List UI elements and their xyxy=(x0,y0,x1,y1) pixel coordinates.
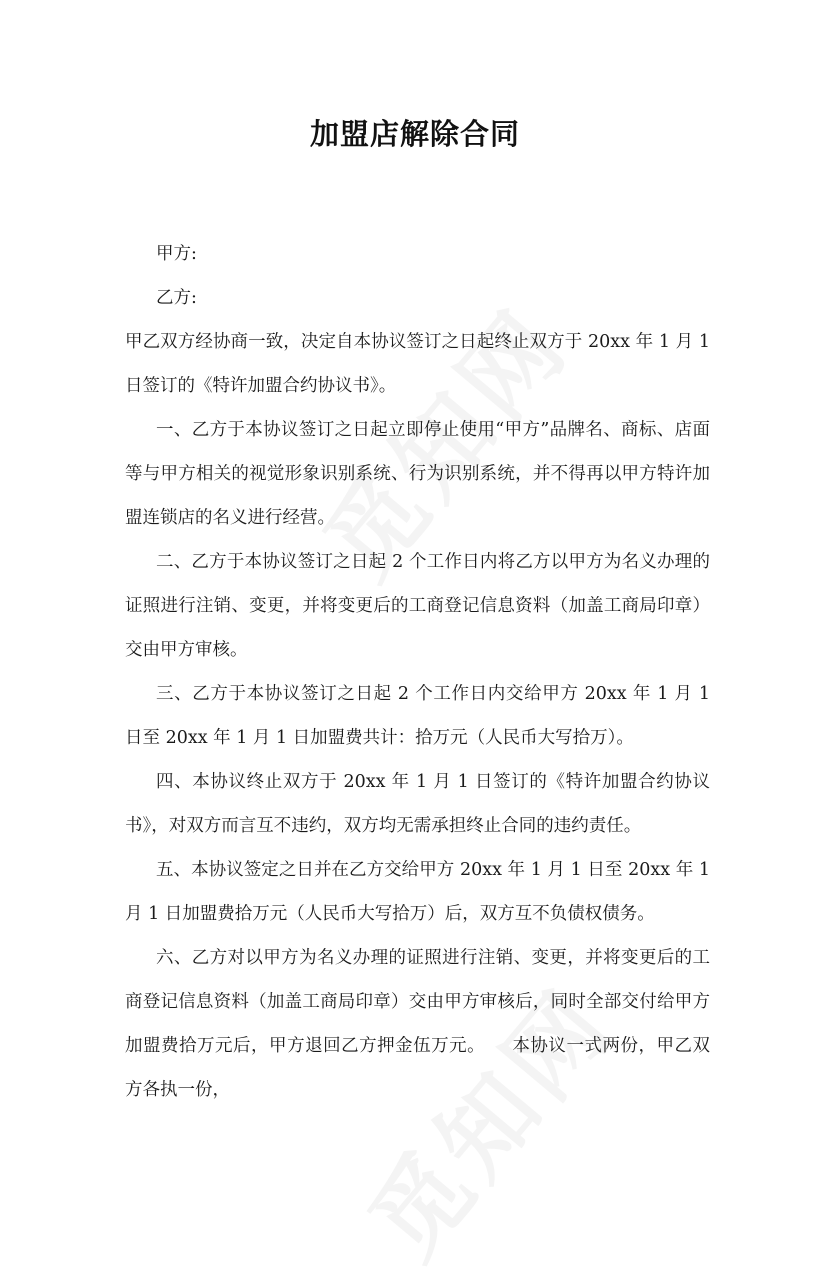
party-b-line: 乙方: xyxy=(156,288,197,308)
clause-6: 六、乙方对以甲方为名义办理的证照进行注销、变更，并将变更后的工商登记信息资料（加盖工商局印章）交由甲方审核后，同时全部交付给甲方加盟费拾万元后，甲方退回乙方押金伍万元。 本协议一式两份，甲乙双方各执一份， xyxy=(125,948,710,1100)
document-body xyxy=(125,232,710,1112)
party-a-line: 甲方: xyxy=(156,244,197,264)
clause-3: 三、乙方于本协议签订之日起 2 个工作日内交给甲方 20xx 年 1 月 1 日至 20xx 年 1 月 1 日加盟费共计：拾万元（人民币大写拾万）。 xyxy=(125,684,710,748)
clause-4: 四、本协议终止双方于 20xx 年 1 月 1 日签订的《特许加盟合约协议书》，对双方而言互不违约，双方均无需承担终止合同的违约责任。 xyxy=(125,772,710,836)
clause-2: 二、乙方于本协议签订之日起 2 个工作日内将乙方以甲方为名义办理的证照进行注销、变更，并将变更后的工商登记信息资料（加盖工商局印章）交由甲方审核。 xyxy=(125,552,710,660)
document-title: 加盟店解除合同 xyxy=(309,117,520,151)
clause-1: 一、乙方于本协议签订之日起立即停止使用“甲方”品牌名、商标、店面等与甲方相关的视觉形象识别系统、行为识别系统，并不得再以甲方特许加盟连锁店的名义进行经营。 xyxy=(125,420,710,528)
intro-paragraph: 甲乙双方经协商一致，决定自本协议签订之日起终止双方于 20xx 年 1 月 1 日签订的《特许加盟合约协议书》。 xyxy=(125,332,710,396)
clause-5: 五、本协议签定之日并在乙方交给甲方 20xx 年 1 月 1 日至 20xx 年 1 月 1 日加盟费拾万元（人民币大写拾万）后，双方互不负债权债务。 xyxy=(125,860,710,924)
